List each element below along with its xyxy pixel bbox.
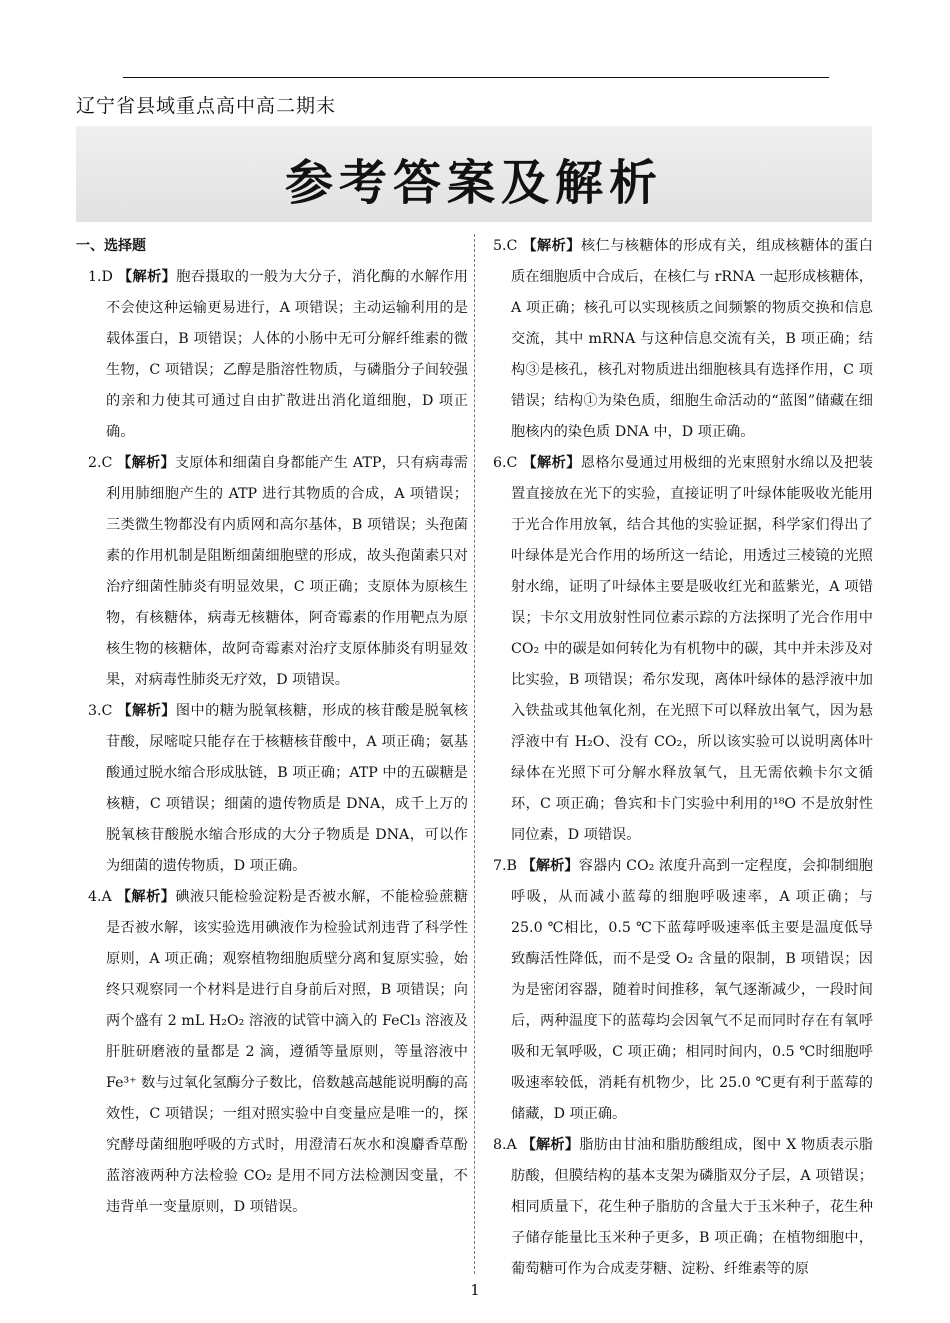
exam-title: 辽宁省县域重点高中高二期末 (76, 95, 337, 117)
answer-text: 碘液只能检验淀粉是否被水解，不能检验蔗糖是否被水解，该实验选用碘液作为检验试剂违背了科学性原则，A 项正确；观察植物细胞质壁分离和复原实验，始终只观察同一个材料是进行自身前后对照，B 项错误；向两个盛有 2 mL H₂O₂ 溶液的试管中滴入的 FeCl₃ 溶液及肝脏研磨液的量都是 2 滴，遵循等量原则，等量溶液中 Fe³⁺ 数与过氧化氢酶分子数比，倍数越高越能说明酶的高效性，C 项错误；一组对照实验中自变量应是唯一的，探究酵母菌细胞呼吸的方式时，用澄清石灰水和溴麝香草酚蓝溶液两种方法检验 CO₂ 是用不同方法检测因变量，不违背单一变量原则，D 项错误。 (106, 889, 468, 1215)
analysis-tag: 【解析】 (522, 238, 581, 254)
answer-text: 图中的糖为脱氧核糖，形成的核苷酸是脱氧核苷酸，尿嘧啶只能存在于核糖核苷酸中，A 项正确；氨基酸通过脱水缩合形成肽链，B 项正确；ATP 中的五碳糖是核糖，C 项错误；细菌的遗传物质是 DNA，成千上万的脱氧核苷酸脱水缩合形成的大分子物质是 DNA，可以作为细菌的遗传物质，D 项正确。 (106, 703, 468, 874)
answer-text: 容器内 CO₂ 浓度升高到一定程度，会抑制细胞呼吸，从而减小蓝莓的细胞呼吸速率，A 项正确；与 25.0 ℃相比，0.5 ℃下蓝莓呼吸速率低主要是温度低导致酶活性降低，而不是受 O₂ 含量的限制，B 项错误；因为是密闭容器，随着时间推移，氧气逐渐减少，一段时间后，两种温度下的蓝莓均会因氧气不足而同时存在有氧呼吸和无氧呼吸，C 项正确；相同时间内，0.5 ℃时细胞呼吸速率较低，消耗有机物少，比 25.0 ℃更有利于蓝莓的储藏，D 项正确。 (511, 858, 873, 1122)
section-title: 一、选择题 (76, 238, 146, 254)
answer-text: 支原体和细菌自身都能产生 ATP，只有病毒需利用肺细胞产生的 ATP 进行其物质的合成，A 项错误；三类微生物都没有内质网和高尔基体，B 项错误；头孢菌素的作用机制是阻断细菌细胞壁的形成，故头孢菌素只对治疗细菌性肺炎有明显效果，C 项正确；支原体为原核生物，有核糖体，病毒无核糖体，阿奇霉素的作用靶点为原核生物的核糖体，故阿奇霉素对治疗支原体肺炎有明显效果，对病毒性肺炎无疗效，D 项错误。 (106, 455, 468, 688)
answer-item-7: 7.B 【解析】容器内 CO₂ 浓度升高到一定程度，会抑制细胞呼吸，从而减小蓝莓的细胞呼吸速率，A 项正确；与 25.0 ℃相比，0.5 ℃下蓝莓呼吸速率低主要是温度低导致酶活性降低，而不是受 O₂ 含量的限制，B 项错误；因为是密闭容器，随着时间推移，氧气逐渐减少，一段时间后，两种温度下的蓝莓均会因氧气不足而同时存在有氧呼吸和无氧呼吸，C 项正确；相同时间内，0.5 ℃时细胞呼吸速率较低，消耗有机物少，比 25.0 ℃更有利于蓝莓的储藏，D 项正确。 (493, 858, 873, 1122)
answer-text: 脂肪由甘油和脂肪酸组成，图中 X 物质表示脂肪酸，但膜结构的基本支架为磷脂双分子层，A 项错误；相同质量下，花生种子脂肪的含量大于玉米种子，花生种子储存能量比玉米种子更多，B 项正确；在植物细胞中，葡萄糖可作为合成麦芽糖、淀粉、纤维素等的原 (511, 1137, 873, 1277)
left-column (76, 231, 468, 1223)
title-banner (76, 126, 872, 222)
answer-letter: A (506, 1137, 517, 1153)
analysis-tag: 【解析】 (117, 455, 175, 471)
answer-text: 核仁与核糖体的形成有关，组成核糖体的蛋白质在细胞质中合成后，在核仁与 rRNA 一起形成核糖体，A 项正确；核孔可以实现核质之间频繁的物质交换和信息交流，其中 mRNA 与这种信息交流有关，B 项正确；结构③是核孔，核孔对物质进出细胞核具有选择作用，C 项错误；结构①为染色质，细胞生命活动的“蓝图”储藏在细胞核内的染色质 DNA 中，D 项正确。 (511, 238, 873, 440)
top-rule (123, 77, 829, 78)
answer-letter: C (101, 703, 113, 719)
analysis-tag: 【解析】 (522, 455, 581, 471)
analysis-tag: 【解析】 (116, 889, 176, 905)
analysis-tag: 【解析】 (117, 703, 176, 719)
analysis-tag: 【解析】 (521, 858, 579, 874)
answer-letter: C (101, 455, 113, 471)
answer-item-5: 5.C 【解析】核仁与核糖体的形成有关，组成核糖体的蛋白质在细胞质中合成后，在核仁与 rRNA 一起形成核糖体，A 项正确；核孔可以实现核质之间频繁的物质交换和信息交流，其中 mRNA 与这种信息交流有关，B 项正确；结构③是核孔，核孔对物质进出细胞核具有选择作用，C 项错误；结构①为染色质，细胞生命活动的“蓝图”储藏在细胞核内的染色质 DNA 中，D 项正确。 (493, 238, 873, 440)
answer-item-8: 8.A 【解析】脂肪由甘油和脂肪酸组成，图中 X 物质表示脂肪酸，但膜结构的基本支架为磷脂双分子层，A 项错误；相同质量下，花生种子脂肪的含量大于玉米种子，花生种子储存能量比玉米种子更多，B 项正确；在植物细胞中，葡萄糖可作为合成麦芽糖、淀粉、纤维素等的原 (493, 1137, 873, 1277)
right-column (481, 231, 873, 1285)
answer-text: 恩格尔曼通过用极细的光束照射水绵以及把装置直接放在光下的实验，直接证明了叶绿体能吸收光能用于光合作用放氧，结合其他的实验证据，科学家们得出了叶绿体是光合作用的场所这一结论，用透过三棱镜的光照射水绵，证明了叶绿体主要是吸收红光和蓝紫光，A 项错误；卡尔文用放射性同位素示踪的方法探明了光合作用中 CO₂ 中的碳是如何转化为有机物中的碳，其中并未涉及对比实验，B 项错误；希尔发现，离体叶绿体的悬浮液中加入铁盐或其他氧化剂，在光照下可以释放出氧气，因为悬浮液中有 H₂O、没有 CO₂，所以该实验可以说明离体叶绿体在光照下可分解水释放氧气，且无需依赖卡尔文循环，C 项正确；鲁宾和卡门实验中利用的¹⁸O 不是放射性同位素，D 项错误。 (511, 455, 873, 843)
answer-letter: B (506, 858, 517, 874)
answer-item-6: 6.C 【解析】恩格尔曼通过用极细的光束照射水绵以及把装置直接放在光下的实验，直接证明了叶绿体能吸收光能用于光合作用放氧，结合其他的实验证据，科学家们得出了叶绿体是光合作用的场所这一结论，用透过三棱镜的光照射水绵，证明了叶绿体主要是吸收红光和蓝紫光，A 项错误；卡尔文用放射性同位素示踪的方法探明了光合作用中 CO₂ 中的碳是如何转化为有机物中的碳，其中并未涉及对比实验，B 项错误；希尔发现，离体叶绿体的悬浮液中加入铁盐或其他氧化剂，在光照下可以释放出氧气，因为悬浮液中有 H₂O、没有 CO₂，所以该实验可以说明离体叶绿体在光照下可分解水释放氧气，且无需依赖卡尔文循环，C 项正确；鲁宾和卡门实验中利用的¹⁸O 不是放射性同位素，D 项错误。 (493, 455, 873, 843)
answer-item-2: 2.C 【解析】支原体和细菌自身都能产生 ATP，只有病毒需利用肺细胞产生的 ATP 进行其物质的合成，A 项错误；三类微生物都没有内质网和高尔基体，B 项错误；头孢菌素的作用机制是阻断细菌细胞壁的形成，故头孢菌素只对治疗细菌性肺炎有明显效果，C 项正确；支原体为原核生物，有核糖体，病毒无核糖体，阿奇霉素的作用靶点为原核生物的核糖体，故阿奇霉素对治疗支原体肺炎有明显效果，对病毒性肺炎无疗效，D 项错误。 (88, 455, 468, 688)
answer-letter: C (506, 455, 518, 471)
banner-title: 参考答案及解析 (284, 155, 663, 211)
page-number: 1 (470, 1281, 480, 1299)
answer-item-3: 3.C 【解析】图中的糖为脱氧核糖，形成的核苷酸是脱氧核苷酸，尿嘧啶只能存在于核糖核苷酸中，A 项正确；氨基酸通过脱水缩合形成肽链，B 项正确；ATP 中的五碳糖是核糖，C 项错误；细菌的遗传物质是 DNA，成千上万的脱氧核苷酸脱水缩合形成的大分子物质是 DNA，可以作为细菌的遗传物质，D 项正确。 (88, 703, 468, 874)
analysis-tag: 【解析】 (521, 1137, 580, 1153)
answer-text: 胞吞摄取的一般为大分子，消化酶的水解作用不会使这种运输更易进行，A 项错误；主动运输利用的是载体蛋白，B 项错误；人体的小肠中无可分解纤维素的微生物，C 项错误；乙醇是脂溶性物质，与磷脂分子间较强的亲和力使其可通过自由扩散进出消化道细胞，D 项正确。 (106, 269, 468, 440)
answer-letter: C (506, 238, 518, 254)
answer-letter: A (101, 889, 112, 905)
answer-item-1: 1.D 【解析】胞吞摄取的一般为大分子，消化酶的水解作用不会使这种运输更易进行，A 项错误；主动运输利用的是载体蛋白，B 项错误；人体的小肠中无可分解纤维素的微生物，C 项错误；乙醇是脂溶性物质，与磷脂分子间较强的亲和力使其可通过自由扩散进出消化道细胞，D 项正确。 (88, 269, 468, 440)
column-divider (474, 234, 475, 1274)
analysis-tag: 【解析】 (117, 269, 177, 285)
answer-item-4: 4.A 【解析】碘液只能检验淀粉是否被水解，不能检验蔗糖是否被水解，该实验选用碘液作为检验试剂违背了科学性原则，A 项正确；观察植物细胞质壁分离和复原实验，始终只观察同一个材料是进行自身前后对照，B 项错误；向两个盛有 2 mL H₂O₂ 溶液的试管中滴入的 FeCl₃ 溶液及肝脏研磨液的量都是 2 滴，遵循等量原则，等量溶液中 Fe³⁺ 数与过氧化氢酶分子数比，倍数越高越能说明酶的高效性，C 项错误；一组对照实验中自变量应是唯一的，探究酵母菌细胞呼吸的方式时，用澄清石灰水和溴麝香草酚蓝溶液两种方法检验 CO₂ 是用不同方法检测因变量，不违背单一变量原则，D 项错误。 (88, 889, 468, 1215)
answer-letter: D (101, 269, 113, 285)
